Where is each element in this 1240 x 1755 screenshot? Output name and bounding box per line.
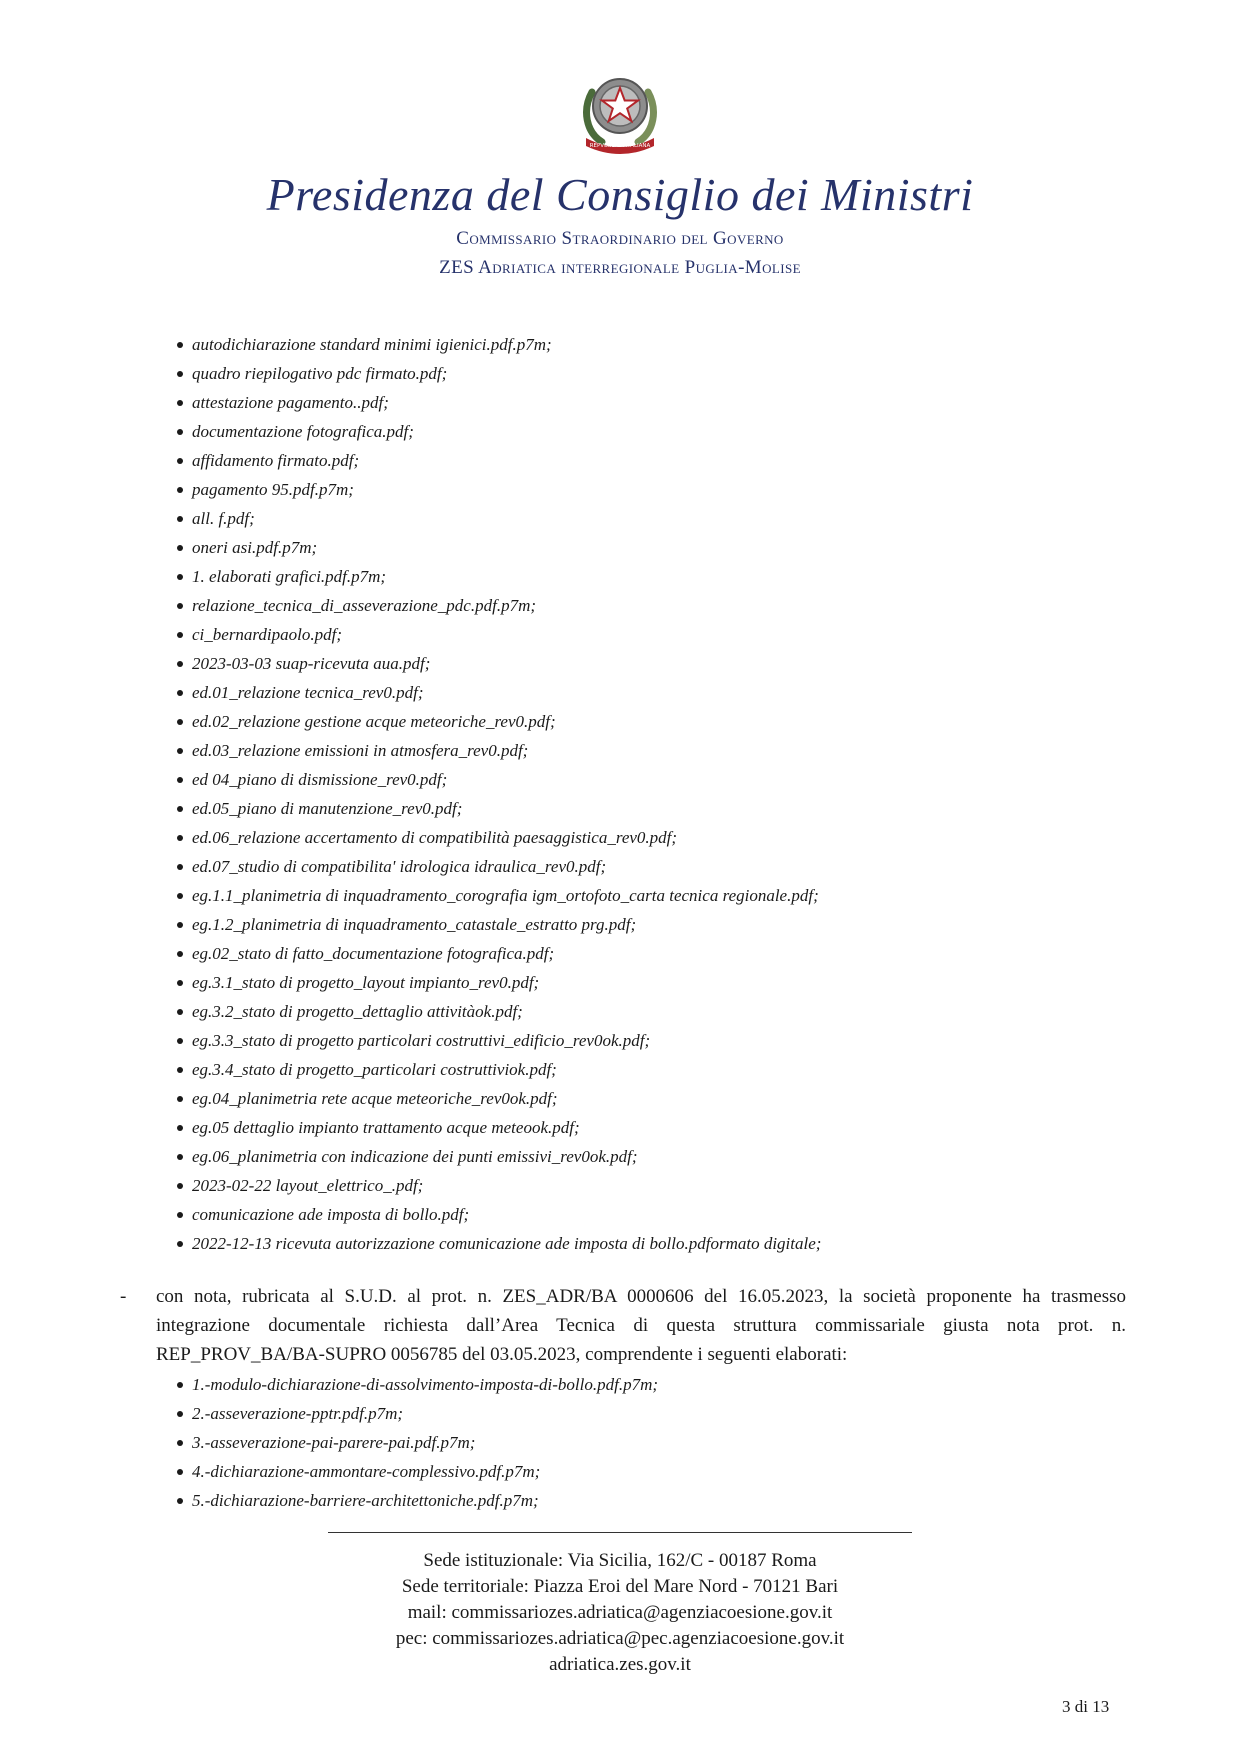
attachment-list-item: quadro riepilogativo pdc firmato.pdf; — [176, 359, 821, 388]
attachment-list-item: eg.06_planimetria con indicazione dei punti emissivi_rev0ok.pdf; — [176, 1142, 821, 1171]
attachment-list-item: ed.03_relazione emissioni in atmosfera_rev0.pdf; — [176, 736, 821, 765]
attachment-list-item: eg.3.1_stato di progetto_layout impianto_rev0.pdf; — [176, 968, 821, 997]
footer-line-website: adriatica.zes.gov.it — [549, 1654, 691, 1675]
attachment-list-item: ed.05_piano di manutenzione_rev0.pdf; — [176, 794, 821, 823]
attachment-list-item: 3.-asseverazione-pai-parere-pai.pdf.p7m; — [176, 1428, 658, 1457]
attachment-list-item: comunicazione ade imposta di bollo.pdf; — [176, 1200, 821, 1229]
footer — [0, 1548, 1240, 1678]
attachment-list-2 — [176, 1370, 658, 1515]
attachment-list-item: autodichiarazione standard minimi igienici.pdf.p7m; — [176, 330, 821, 359]
attachment-list-item: ed.07_studio di compatibilita' idrologica idraulica_rev0.pdf; — [176, 852, 821, 881]
attachment-list-item: 5.-dichiarazione-barriere-architettoniche.pdf.p7m; — [176, 1486, 658, 1515]
attachment-list-item: ed.02_relazione gestione acque meteoriche_rev0.pdf; — [176, 707, 821, 736]
attachment-list-item: attestazione pagamento..pdf; — [176, 388, 821, 417]
attachment-list-item: eg.3.2_stato di progetto_dettaglio attivitàok.pdf; — [176, 997, 821, 1026]
page-number: 3 di 13 — [1062, 1697, 1110, 1716]
footer-line-mail: mail: commissariozes.adriatica@agenziacoesione.gov.it — [407, 1602, 833, 1623]
attachment-list-item: eg.3.3_stato di progetto particolari costruttivi_edificio_rev0ok.pdf; — [176, 1026, 821, 1055]
attachment-list-item: ci_bernardipaolo.pdf; — [176, 620, 821, 649]
paragraph-dash: - — [120, 1286, 127, 1307]
attachment-list-item: 2023-03-03 suap-ricevuta aua.pdf; — [176, 649, 821, 678]
emblem-ribbon-text: REPVBBLICA ITALIANA — [589, 143, 651, 149]
attachment-list-item: affidamento firmato.pdf; — [176, 446, 821, 475]
footer-line-pec: pec: commissariozes.adriatica@pec.agenziacoesione.gov.it — [395, 1628, 845, 1649]
footer-line-address-rome: Sede istituzionale: Via Sicilia, 162/C - 00187 Roma — [423, 1550, 817, 1571]
attachment-list-item: eg.02_stato di fatto_documentazione fotografica.pdf; — [176, 939, 821, 968]
attachment-list-item: 2023-02-22 layout_elettrico_.pdf; — [176, 1171, 821, 1200]
attachment-list-item: 2022-12-13 ricevuta autorizzazione comunicazione ade imposta di bollo.pdformato digitale; — [176, 1229, 821, 1258]
attachment-list-item: eg.1.1_planimetria di inquadramento_corografia igm_ortofoto_carta tecnica regionale.pdf; — [176, 881, 821, 910]
header-subtitle-1: Commissario Straordinario del Governo — [456, 228, 784, 249]
attachment-list-item: eg.3.4_stato di progetto_particolari costruttiviok.pdf; — [176, 1055, 821, 1084]
attachment-list-item: 4.-dichiarazione-ammontare-complessivo.pdf.p7m; — [176, 1457, 658, 1486]
attachment-list-item: eg.05 dettaglio impianto trattamento acque meteook.pdf; — [176, 1113, 821, 1142]
attachment-list-item: 2.-asseverazione-pptr.pdf.p7m; — [176, 1399, 658, 1428]
attachment-list-item: ed.06_relazione accertamento di compatibilità paesaggistica_rev0.pdf; — [176, 823, 821, 852]
italian-republic-emblem-icon — [578, 62, 662, 154]
attachment-list-item: pagamento 95.pdf.p7m; — [176, 475, 821, 504]
attachment-list-1 — [176, 330, 821, 1258]
attachment-list-item: oneri asi.pdf.p7m; — [176, 533, 821, 562]
attachment-list-item: 1. elaborati grafici.pdf.p7m; — [176, 562, 821, 591]
attachment-list-item: all. f.pdf; — [176, 504, 821, 533]
body-paragraph: con nota, rubricata al S.U.D. al prot. n. ZES_ADR/BA 0000606 del 16.05.2023, la società proponente ha trasmesso integrazione documentale richiesta dall’Area Tecnica di questa struttura commissariale giusta nota prot. n. REP_PROV_BA/BA-SUPRO 0056785 del 03.05.2023, comprendente i seguenti elaborati: — [156, 1286, 1126, 1365]
attachment-list-item: eg.04_planimetria rete acque meteoriche_rev0ok.pdf; — [176, 1084, 821, 1113]
attachment-list-item: documentazione fotografica.pdf; — [176, 417, 821, 446]
attachment-list-item: 1.-modulo-dichiarazione-di-assolvimento-imposta-di-bollo.pdf.p7m; — [176, 1370, 658, 1399]
attachment-list-item: relazione_tecnica_di_asseverazione_pdc.pdf.p7m; — [176, 591, 821, 620]
attachment-list-item: ed.01_relazione tecnica_rev0.pdf; — [176, 678, 821, 707]
attachment-list-item: eg.1.2_planimetria di inquadramento_catastale_estratto prg.pdf; — [176, 910, 821, 939]
header-title: Presidenza del Consiglio dei Ministri — [266, 169, 974, 220]
footer-line-address-bari: Sede territoriale: Piazza Eroi del Mare Nord - 70121 Bari — [401, 1576, 839, 1597]
footer-divider — [328, 1532, 912, 1533]
attachment-list-item: ed 04_piano di dismissione_rev0.pdf; — [176, 765, 821, 794]
header-subtitle-2: ZES Adriatica interregionale Puglia-Molise — [439, 257, 801, 278]
